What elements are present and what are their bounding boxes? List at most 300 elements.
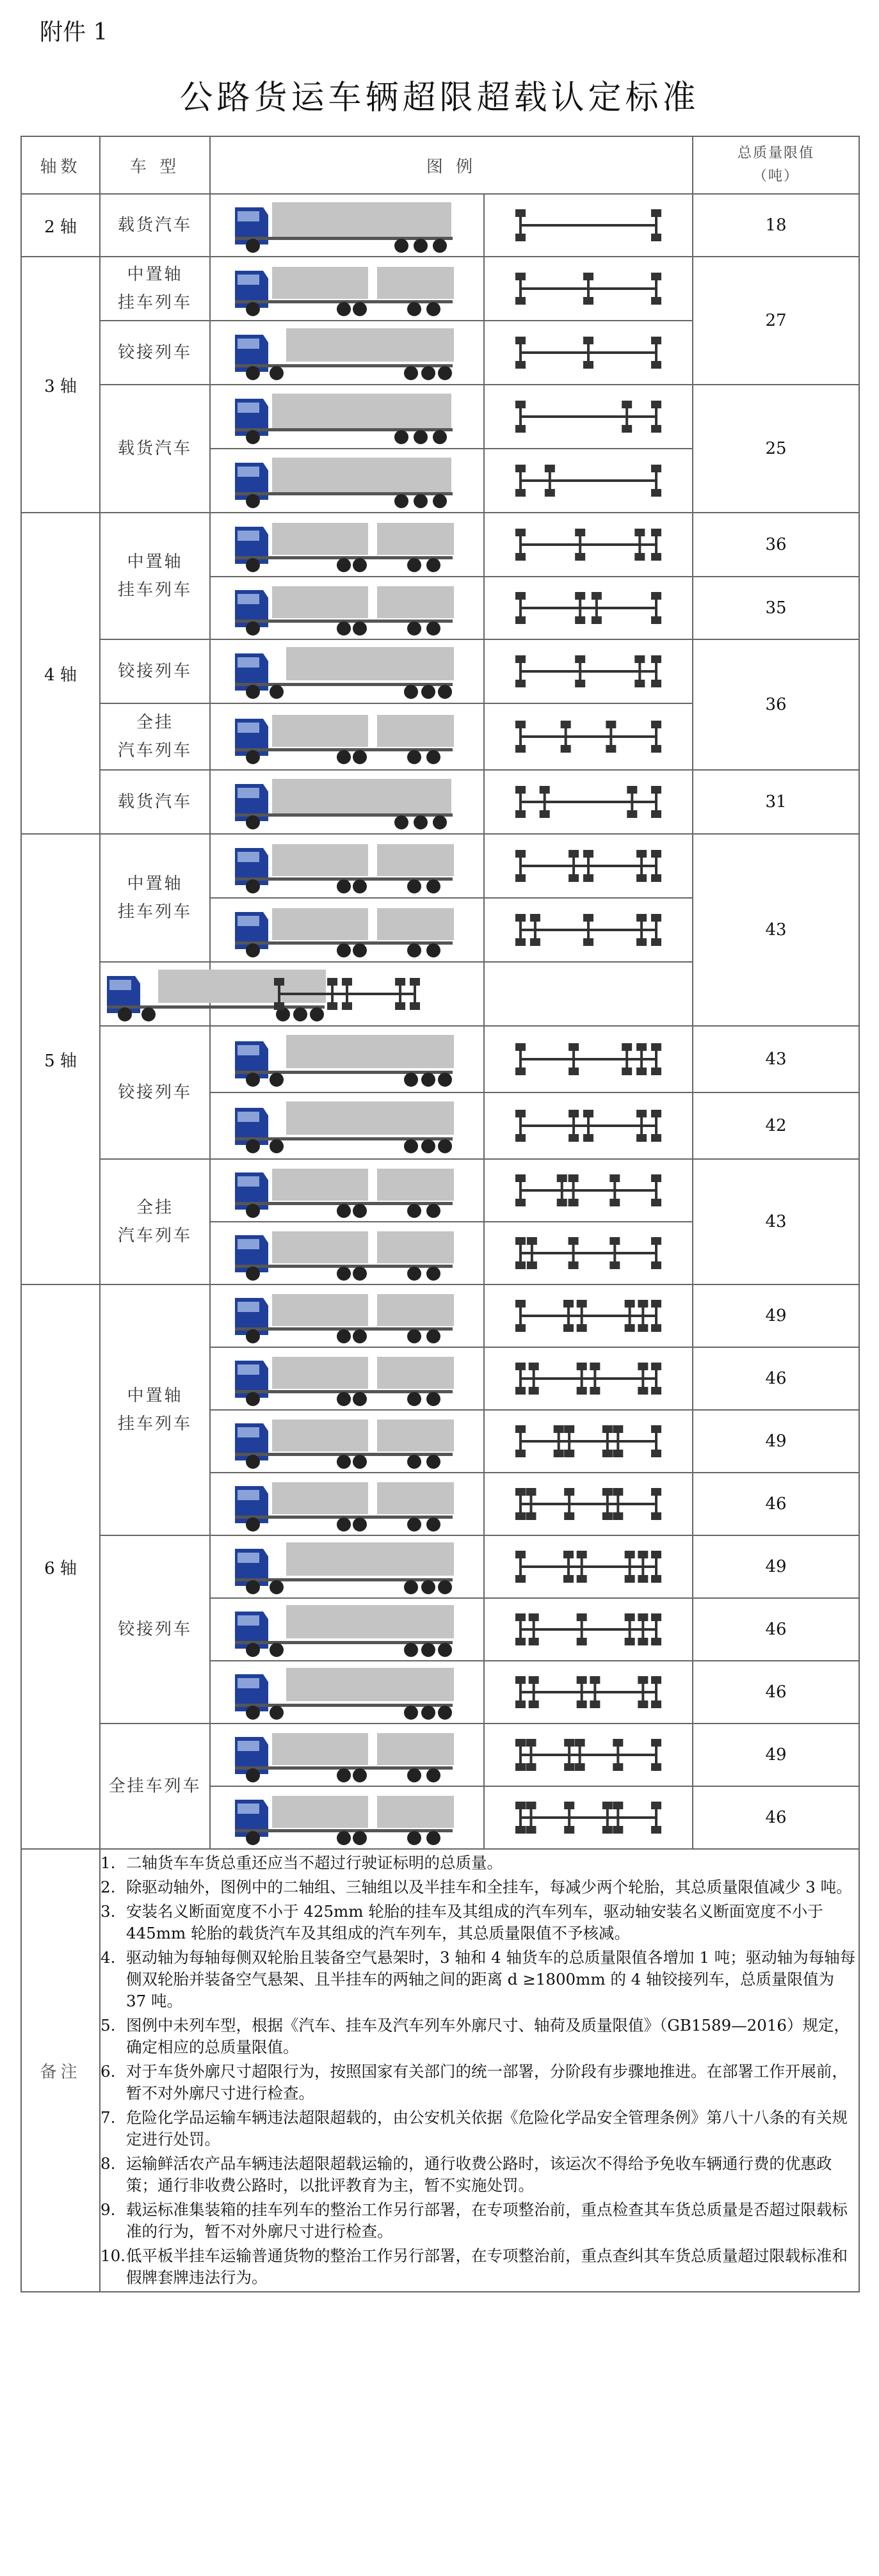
chassis xyxy=(235,683,453,686)
vehicle-type-cell xyxy=(100,639,210,703)
note-number: 8. xyxy=(101,2154,116,2173)
wheel xyxy=(337,1517,351,1532)
wheel xyxy=(426,943,440,957)
header-limit-line1: 总质量限值 xyxy=(738,145,815,161)
axle-bar xyxy=(519,1681,522,1703)
truck-icon xyxy=(229,899,465,961)
note-item xyxy=(101,2199,859,2243)
weight-limit-cell: 49 xyxy=(693,1284,859,1347)
axle-bar xyxy=(519,1180,522,1201)
axle-bar xyxy=(519,1430,522,1452)
chassis xyxy=(235,1704,453,1707)
axle-bar xyxy=(572,1242,575,1264)
vehicle-type-label: 铰接列车 xyxy=(117,1083,192,1102)
axle-diagram-cell xyxy=(484,1410,693,1473)
axle-bar xyxy=(534,919,536,941)
axle-bar xyxy=(581,1368,583,1389)
axle-diagram-cell xyxy=(484,194,693,257)
wheel xyxy=(407,1831,421,1845)
axle-count-cell: 6 轴 xyxy=(21,1284,100,1849)
axle-diagram-cell xyxy=(484,770,693,834)
table-row xyxy=(21,770,859,834)
wheel xyxy=(246,621,260,636)
note-text: 对于车货外廓尺寸超限行为，按照国家有关部门的统一部署，分阶段有步骤地推进。在部署工作开展前，暂不对外廓尺寸进行检查。 xyxy=(126,2062,848,2102)
wheel xyxy=(421,685,435,699)
table-row xyxy=(21,1284,859,1347)
axle-diagram-cell xyxy=(484,834,693,898)
axle-bar xyxy=(655,1115,657,1137)
truck-icon xyxy=(229,835,465,897)
vehicle-type-label: 铰接列车 xyxy=(117,1620,192,1639)
wheel xyxy=(337,302,351,316)
trailer-box xyxy=(377,1294,454,1326)
wheel xyxy=(407,1329,421,1343)
axle-bar xyxy=(549,470,551,492)
trailer-box xyxy=(286,1605,454,1638)
axle-bar xyxy=(655,597,657,619)
axle-bar xyxy=(519,1048,522,1070)
wheel xyxy=(337,879,351,893)
truck-icon xyxy=(229,1599,465,1660)
note-text: 图例中未列车型，根据《汽车、挂车及汽车列车外廓尺寸、轴荷及质量限值》（GB1589—2016）规定，确定相应的总质量限值。 xyxy=(126,2016,850,2056)
vehicle-type-cell xyxy=(100,1535,210,1724)
axle-bar xyxy=(581,1619,583,1640)
axle-bar xyxy=(519,1368,522,1389)
truck-illustration-cell xyxy=(210,513,484,577)
vehicle-type-label: 全挂 xyxy=(136,713,173,732)
header-type: 车 型 xyxy=(100,136,210,194)
axle-diagram-icon xyxy=(512,1293,665,1338)
wheel xyxy=(118,1007,132,1021)
truck-icon xyxy=(229,641,465,702)
chassis xyxy=(235,1578,453,1581)
axle-bar xyxy=(519,470,522,492)
axle-bar xyxy=(655,406,657,428)
trailer-box xyxy=(377,715,454,747)
axle-bar xyxy=(638,534,641,556)
axle-diagram-icon xyxy=(512,586,665,630)
axle-diagram-cell xyxy=(484,385,693,449)
axle-diagram-icon xyxy=(512,649,665,694)
wheel xyxy=(141,1007,156,1021)
axle-diagram-icon xyxy=(512,1168,665,1213)
cab-window xyxy=(238,1490,259,1500)
axle-bar xyxy=(631,791,633,813)
cab-window xyxy=(238,1045,259,1055)
axle-diagram-cell xyxy=(484,639,693,703)
axle-bar xyxy=(567,1556,570,1578)
axle-bar xyxy=(655,1180,657,1201)
note-number: 10. xyxy=(101,2246,125,2265)
axle-bar xyxy=(617,1744,619,1766)
wheel xyxy=(426,750,440,764)
axle-bar xyxy=(346,983,348,1005)
wheel xyxy=(353,879,367,893)
axle-bar xyxy=(641,1619,644,1640)
wheel xyxy=(426,1329,440,1343)
truck-illustration-cell xyxy=(210,1347,484,1410)
truck-illustration-cell xyxy=(210,834,484,898)
truck-icon xyxy=(229,1536,465,1597)
vehicle-type-label: 挂车列车 xyxy=(117,1414,192,1434)
wheel xyxy=(414,494,428,508)
cab-window xyxy=(238,788,259,798)
cargo-box xyxy=(272,715,368,747)
weight-limit-cell: 35 xyxy=(693,577,859,639)
axle-bar xyxy=(579,660,581,682)
cargo-box xyxy=(272,1420,368,1452)
vehicle-type-cell xyxy=(100,1159,210,1284)
axle-count-cell: 4 轴 xyxy=(21,513,100,834)
truck-icon xyxy=(229,1222,465,1284)
vehicle-type-label: 挂车列车 xyxy=(117,902,192,922)
vehicle-type-cell xyxy=(100,257,210,321)
axle-bar xyxy=(655,1368,657,1389)
truck-illustration-cell xyxy=(210,703,484,770)
trailer-box xyxy=(286,328,454,362)
wheel xyxy=(438,1139,452,1153)
axle-diagram-icon xyxy=(512,522,665,567)
wheel xyxy=(407,1267,421,1281)
wheel xyxy=(407,879,421,893)
axle-bar xyxy=(331,983,334,1005)
wheel xyxy=(246,1517,260,1532)
wheel xyxy=(421,366,435,380)
vehicle-type-cell xyxy=(100,321,210,385)
axle-diagram-cell xyxy=(484,513,693,577)
table-row xyxy=(21,1535,859,1598)
chassis xyxy=(235,364,453,367)
truck-icon xyxy=(229,771,465,833)
wheel xyxy=(337,943,351,957)
table-row xyxy=(21,1026,859,1092)
axle-bar xyxy=(529,1807,532,1828)
wheel xyxy=(353,1517,367,1532)
wheel xyxy=(246,1768,260,1782)
axle-bar xyxy=(641,1556,644,1578)
axle-bar xyxy=(609,726,612,748)
wheel xyxy=(246,1329,260,1343)
wheel xyxy=(438,1706,452,1720)
vehicle-type-label: 中置轴 xyxy=(127,874,183,893)
truck-icon xyxy=(229,706,465,767)
axle-diagram-cell xyxy=(484,321,693,385)
note-text: 安装名义断面宽度不小于 425mm 轮胎的挂车及其组成的汽车列车，驱动轴安装名义断面宽度不小于 445mm 轮胎的载货汽车及其组成的汽车列车，其总质量限值不予核减。 xyxy=(126,1902,823,1942)
trailer-box xyxy=(377,1733,454,1765)
axle-bar xyxy=(519,726,522,748)
wheel xyxy=(407,621,421,636)
axle-bar xyxy=(519,214,522,236)
vehicle-type-label: 载货汽车 xyxy=(117,792,192,812)
cargo-box xyxy=(272,1294,368,1326)
axle-diagram-icon xyxy=(512,844,665,888)
axle-bar xyxy=(519,919,522,941)
truck-icon xyxy=(229,1285,465,1347)
weight-limit-cell: 46 xyxy=(693,1473,859,1535)
axle-diagram-icon xyxy=(512,203,665,248)
wheel xyxy=(426,1831,440,1845)
header-axles: 轴数 xyxy=(21,136,100,194)
axle-bar xyxy=(625,406,628,428)
vehicle-type-cell xyxy=(100,1026,210,1159)
page-title: 公路货运车辆超限超载认定标准 xyxy=(179,79,700,117)
axle-bar xyxy=(533,1681,535,1703)
vehicle-type-cell xyxy=(100,513,210,639)
vehicle-type-label: 中置轴 xyxy=(127,265,183,284)
wheel xyxy=(421,1073,435,1087)
axle-bar xyxy=(655,1242,657,1264)
wheel xyxy=(337,1204,351,1218)
axle-count-cell: 3 轴 xyxy=(21,257,100,513)
note-text: 载运标准集装箱的挂车列车的整治工作另行部署，在专项整治前，重点检查其车货总质量是否超过限载标准的行为，暂不对外廓尺寸进行检查。 xyxy=(126,2200,848,2241)
axle-bar xyxy=(655,1681,657,1703)
wheel xyxy=(426,1267,440,1281)
wheel xyxy=(337,750,351,764)
truck-icon xyxy=(229,1095,465,1156)
trailer-box xyxy=(377,1420,454,1452)
axle-bar xyxy=(568,1744,570,1766)
header-limit-line2: （吨） xyxy=(753,168,800,184)
weight-limit-cell: 49 xyxy=(693,1535,859,1598)
axle-bar xyxy=(519,534,522,556)
axle-diagram-icon xyxy=(512,1231,665,1276)
axle-bar xyxy=(531,1242,533,1264)
note-number: 1. xyxy=(101,1853,116,1872)
wheel xyxy=(426,1768,440,1782)
table-row xyxy=(21,513,859,577)
vehicle-type-label: 全挂车列车 xyxy=(108,1777,202,1796)
weight-limit-cell: 18 xyxy=(693,194,859,257)
attachment-label: 附件 1 xyxy=(40,19,108,45)
truck-illustration-cell xyxy=(210,639,484,703)
axle-bar xyxy=(567,1305,570,1327)
cab-window xyxy=(238,594,259,604)
trailer-box xyxy=(377,1482,454,1514)
wheel xyxy=(426,621,440,636)
wheel xyxy=(246,558,260,572)
truck-icon xyxy=(229,1724,465,1786)
note-item xyxy=(101,2061,859,2104)
wheel xyxy=(270,1073,284,1087)
notes-label: 备注 xyxy=(21,1849,100,2292)
trailer-box xyxy=(377,1169,454,1201)
note-item xyxy=(101,2107,859,2150)
axle-bar xyxy=(519,597,522,619)
wheel xyxy=(438,366,452,380)
wheel xyxy=(404,1706,418,1720)
wheel xyxy=(394,494,408,508)
axle-bar xyxy=(655,1493,657,1515)
cargo-box xyxy=(272,1796,368,1828)
axle-bar xyxy=(533,1368,535,1389)
wheel xyxy=(246,239,260,253)
note-item xyxy=(101,1947,859,2012)
wheel xyxy=(246,494,260,508)
wheel xyxy=(404,1139,418,1153)
axle-bar xyxy=(606,1430,609,1452)
vehicle-type-label: 中置轴 xyxy=(127,552,183,572)
wheel xyxy=(438,685,452,699)
wheel xyxy=(353,1204,367,1218)
wheel xyxy=(246,815,260,829)
table-row xyxy=(21,639,859,703)
wheel xyxy=(438,1073,452,1087)
wheel xyxy=(353,1831,367,1845)
axle-bar xyxy=(593,1368,596,1389)
vehicle-type-cell xyxy=(100,1724,210,1849)
wheel xyxy=(293,1007,307,1021)
wheel xyxy=(421,1139,435,1153)
wheel xyxy=(353,1455,367,1469)
cab-window xyxy=(238,916,259,926)
wheel xyxy=(246,1392,260,1406)
axle-bar xyxy=(533,1619,535,1640)
trailer-box xyxy=(286,1542,454,1576)
wheel xyxy=(433,815,447,829)
wheel xyxy=(404,685,418,699)
cab-window xyxy=(238,1176,259,1187)
axle-bar xyxy=(655,791,657,813)
vehicle-type-cell xyxy=(100,834,210,962)
note-text: 二轴货车车货总重还应当不超过行驶证标明的总质量。 xyxy=(126,1853,503,1872)
chassis xyxy=(235,1071,453,1074)
trailer-box xyxy=(377,267,454,299)
axle-diagram-cell xyxy=(484,1026,693,1092)
axle-bar xyxy=(655,726,657,748)
axle-diagram-cell xyxy=(484,257,693,321)
truck-illustration-cell xyxy=(210,770,484,834)
vehicle-type-label: 载货汽车 xyxy=(117,216,192,235)
vehicle-type-label: 汽车列车 xyxy=(117,741,192,760)
wheel xyxy=(407,1392,421,1406)
wheel xyxy=(337,1455,351,1469)
cab-window xyxy=(238,403,259,413)
cab-window xyxy=(238,275,259,285)
truck-illustration-cell xyxy=(210,194,484,257)
axle-bar xyxy=(587,278,590,300)
wheel xyxy=(414,239,428,253)
wheel xyxy=(246,1073,260,1087)
truck-icon xyxy=(229,577,465,639)
axle-bar xyxy=(572,1115,575,1137)
weight-limit-cell: 31 xyxy=(693,770,859,834)
wheel xyxy=(246,943,260,957)
axle-bar xyxy=(519,1556,522,1578)
cargo-box xyxy=(272,1733,368,1765)
cab-window xyxy=(238,531,259,541)
truck-icon xyxy=(229,195,465,256)
wheel xyxy=(310,1007,324,1021)
wheel xyxy=(246,1267,260,1281)
vehicle-type-label: 挂车列车 xyxy=(117,580,192,600)
axle-bar xyxy=(519,342,522,364)
cab-window xyxy=(238,1678,259,1688)
axle-bar xyxy=(561,1180,563,1201)
wheel xyxy=(270,366,284,380)
wheel xyxy=(246,1643,260,1657)
truck-illustration-cell xyxy=(210,1284,484,1347)
axle-bar xyxy=(593,1681,596,1703)
notes-content xyxy=(100,1849,859,2292)
truck-illustration-cell xyxy=(100,962,210,1026)
axle-bar xyxy=(641,1305,644,1327)
wheel xyxy=(246,1831,260,1845)
axle-bar xyxy=(529,1744,532,1766)
wheel xyxy=(337,1329,351,1343)
cargo-box xyxy=(272,586,368,618)
cargo-box xyxy=(272,267,368,299)
axle-bar xyxy=(587,342,590,364)
cab-window xyxy=(238,657,259,668)
axle-bar xyxy=(587,855,590,877)
trailer-box xyxy=(377,1796,454,1828)
axle-bar xyxy=(399,983,401,1005)
wheel xyxy=(270,1580,284,1594)
axle-bar xyxy=(529,1493,532,1515)
weight-limit-cell: 36 xyxy=(693,639,859,770)
wheel xyxy=(337,1768,351,1782)
truck-illustration-cell xyxy=(210,1724,484,1786)
axle-bar xyxy=(629,1556,631,1578)
wheel xyxy=(414,430,428,444)
cab-window xyxy=(238,1302,259,1312)
trailer-box xyxy=(377,1357,454,1389)
axle-bar xyxy=(655,1430,657,1452)
axle-bar xyxy=(414,983,416,1005)
axle-bar xyxy=(568,1430,570,1452)
truck-illustration-cell xyxy=(210,449,484,513)
axle-bar xyxy=(581,1305,583,1327)
cargo-box xyxy=(272,523,368,555)
axle-bar xyxy=(655,660,657,682)
axle-bar xyxy=(519,1807,522,1828)
wheel xyxy=(407,1455,421,1469)
axle-diagram-icon xyxy=(512,1356,665,1401)
axle-diagram-icon xyxy=(512,394,665,439)
vehicle-type-label: 中置轴 xyxy=(127,1386,183,1405)
axle-bar xyxy=(572,855,575,877)
axle-diagram-cell xyxy=(484,1347,693,1410)
notes-row xyxy=(21,1849,859,2292)
axle-bar xyxy=(655,1305,657,1327)
axle-bar xyxy=(581,1556,583,1578)
axle-bar xyxy=(579,1744,581,1766)
wheel xyxy=(414,815,428,829)
weight-limit-cell: 25 xyxy=(693,385,859,513)
axle-diagram-cell xyxy=(484,1598,693,1661)
axle-bar xyxy=(655,342,657,364)
wheel xyxy=(337,558,351,572)
wheel xyxy=(353,558,367,572)
standards-table xyxy=(20,136,860,2292)
note-text: 除驱动轴外，图例中的二轴组、三轴组以及半挂车和全挂车，每减少两个轮胎，其总质量限值减少 3 吨。 xyxy=(126,1878,852,1896)
axle-bar xyxy=(629,1619,631,1640)
truck-icon xyxy=(229,258,465,319)
truck-icon xyxy=(229,514,465,575)
note-number: 7. xyxy=(101,2108,116,2127)
axle-count-cell: 5 轴 xyxy=(21,834,100,1284)
trailer-box xyxy=(286,1035,454,1068)
truck-illustration-cell xyxy=(210,321,484,385)
cab-window xyxy=(109,980,131,990)
axle-bar xyxy=(655,470,657,492)
wheel xyxy=(246,1706,260,1720)
truck-icon xyxy=(229,322,465,383)
trailer-box xyxy=(286,1668,454,1701)
axle-bar xyxy=(519,791,522,813)
wheel xyxy=(246,685,260,699)
wheel xyxy=(270,1139,284,1153)
